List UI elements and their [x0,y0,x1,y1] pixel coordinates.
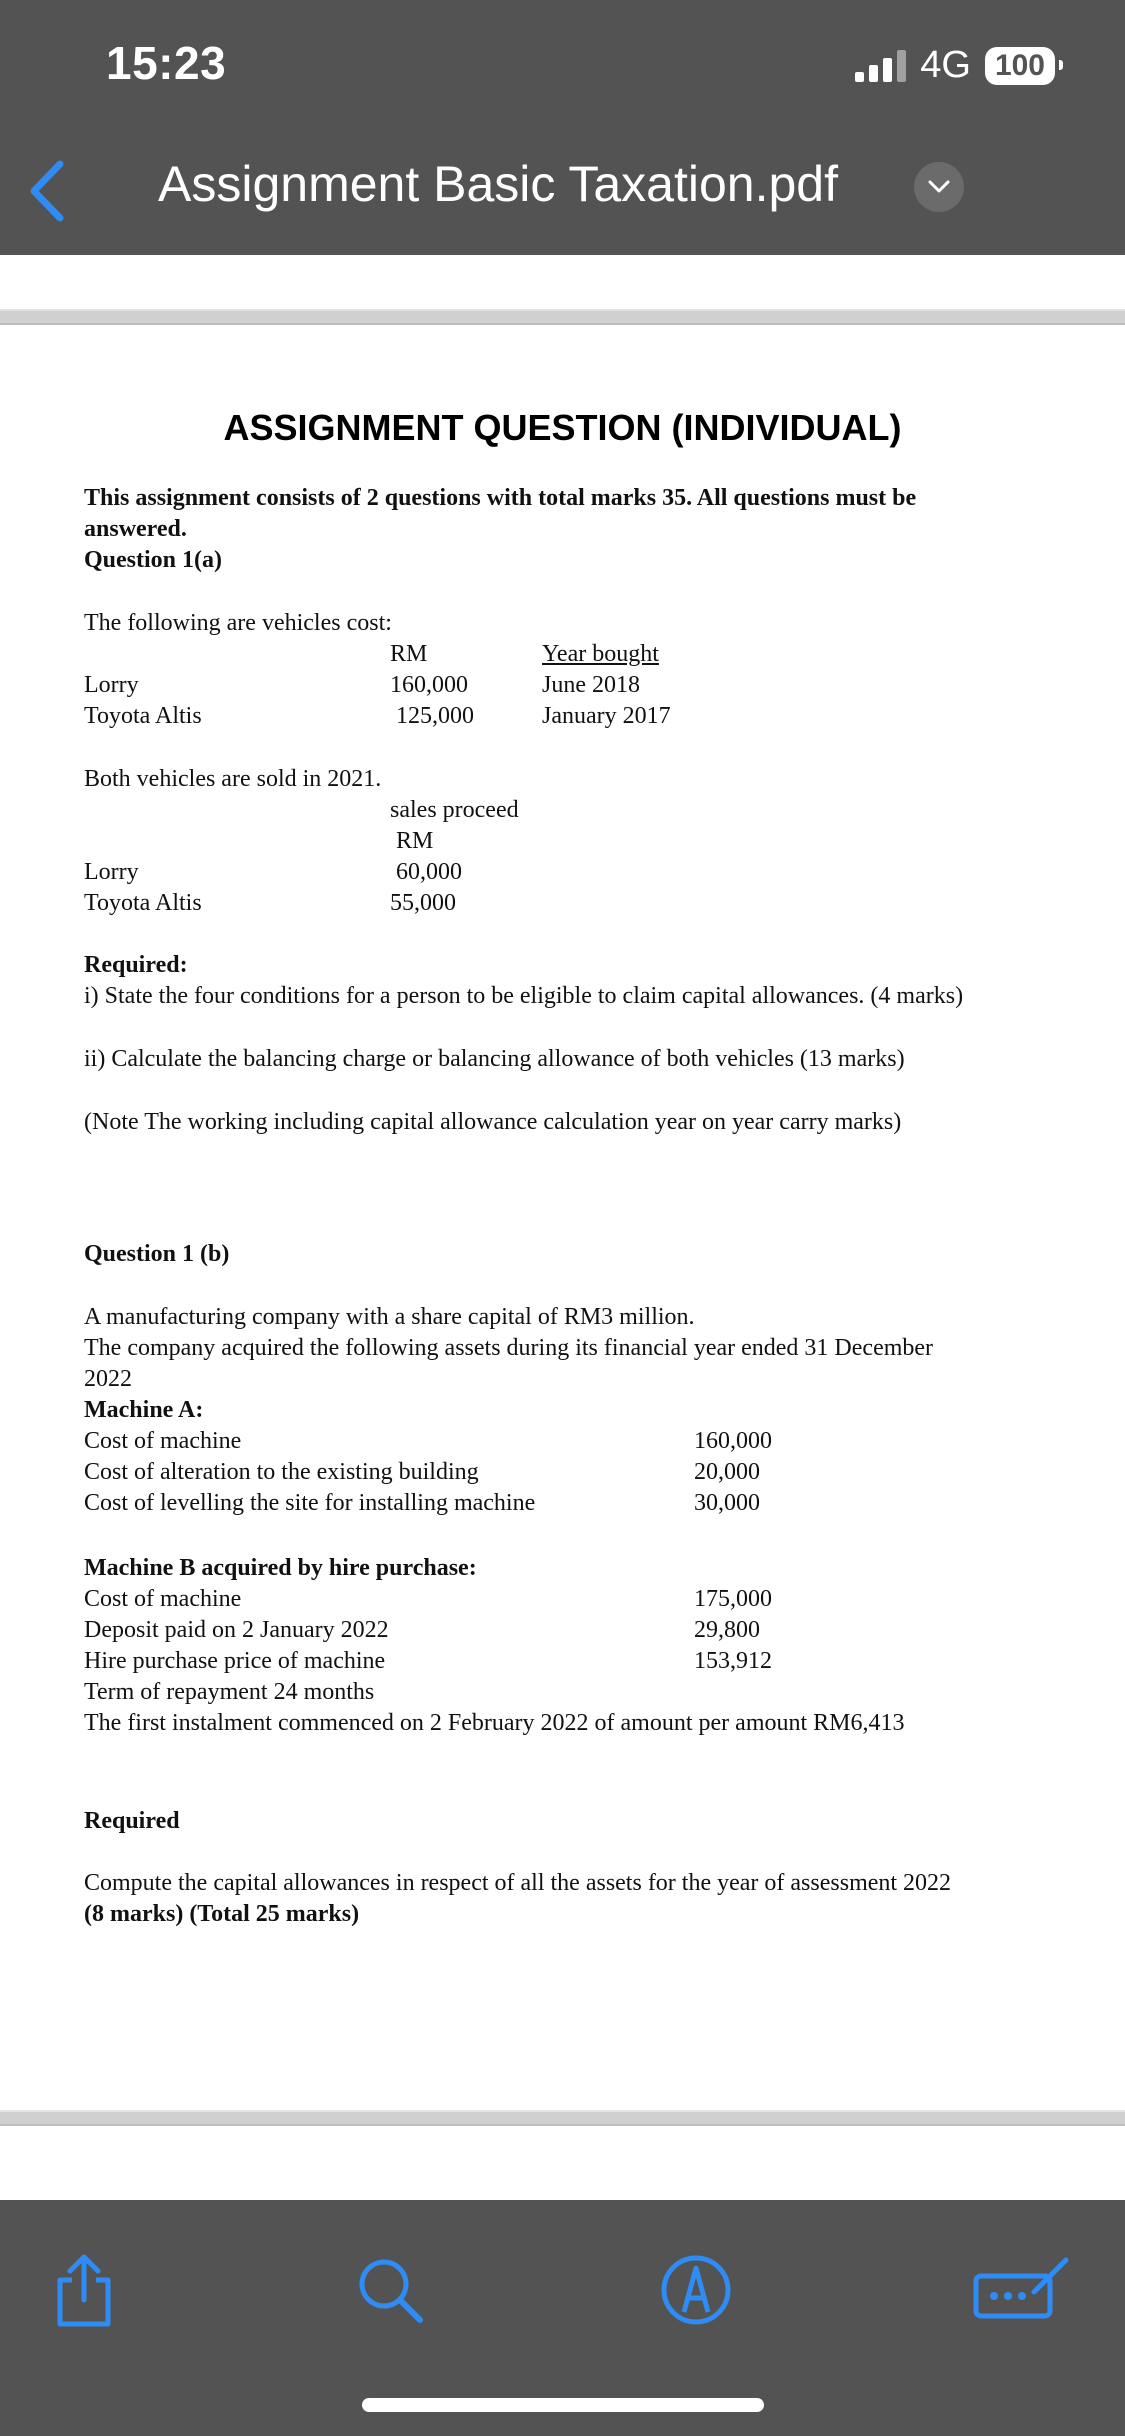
machine-a-value-1: 160,000 [694,1428,772,1454]
required-label-1: Required: [84,952,188,978]
machine-a-item-2: Cost of alteration to the existing building [84,1459,479,1485]
sale-2-value: 55,000 [390,890,456,916]
assignment-heading: ASSIGNMENT QUESTION (INDIVIDUAL) [223,407,902,448]
status-time: 15:23 [106,37,227,89]
sale-2-name: Toyota Altis [84,890,202,916]
chevron-down-icon [926,178,952,196]
vehicle-1-name: Lorry [84,672,139,698]
required-ii: ii) Calculate the balancing charge or balancing allowance of both vehicles (13 marks) [84,1046,905,1072]
sale-1-value: 60,000 [396,859,462,885]
vehicle-1-year: June 2018 [542,672,640,698]
machine-b-instalment: The first instalment commenced on 2 February 2022 of amount per amount RM6,413 [84,1710,905,1736]
required-label-2: Required [84,1808,180,1834]
machine-a-value-3: 30,000 [694,1490,760,1516]
question-1a-label: Question 1(a) [84,547,222,573]
machine-b-label: Machine B acquired by hire purchase: [84,1555,477,1581]
document-title[interactable]: Assignment Basic Taxation.pdf [158,156,839,212]
working-note: (Note The working including capital allowance calculation year on year carry marks) [84,1109,902,1135]
machine-b-value-2: 29,800 [694,1617,760,1643]
machine-a-label: Machine A: [84,1397,204,1423]
machine-b-term: Term of repayment 24 months [84,1679,375,1705]
machine-b-value-1: 175,000 [694,1586,772,1612]
top-bar [0,0,1125,255]
title-menu-button[interactable] [914,162,964,212]
vehicle-1-cost: 160,000 [390,672,468,698]
machine-b-item-1: Cost of machine [84,1586,242,1612]
home-indicator[interactable] [362,2398,764,2412]
q1b-para-3: 2022 [84,1366,132,1392]
question-1b-label: Question 1 (b) [84,1241,230,1267]
page-separator-top [0,309,1125,325]
q1b-para-2: The company acquired the following assets during its financial year ended 31 December [84,1335,934,1361]
col-rm-2: RM [396,828,434,854]
total-marks: (8 marks) (Total 25 marks) [84,1901,360,1927]
machine-b-item-3: Hire purchase price of machine [84,1648,386,1674]
intro-line-1: This assignment consists of 2 questions with total marks 35. All questions must be [84,485,917,511]
machine-b-value-3: 153,912 [694,1648,772,1674]
battery-icon: 100 [985,47,1055,85]
machine-a-value-2: 20,000 [694,1459,760,1485]
intro-line-2: answered. [84,516,187,542]
vehicles-intro: The following are vehicles cost: [84,610,392,636]
bottom-toolbar [0,2200,1125,2436]
compute-instruction: Compute the capital allowances in respect of all the assets for the year of assessment 2022 [84,1870,952,1896]
page-gap [0,255,1125,311]
share-icon[interactable] [44,2250,124,2330]
required-i: i) State the four conditions for a person to be eligible to claim capital allowances. (4 marks) [84,983,964,1009]
vehicle-2-cost: 125,000 [396,703,474,729]
status-indicators [855,44,1055,87]
page-separator-bottom [0,2110,1125,2126]
machine-b-item-2: Deposit paid on 2 January 2022 [84,1617,389,1643]
vehicle-2-name: Toyota Altis [84,703,202,729]
col-rm: RM [390,641,428,667]
col-sales-proceed: sales proceed [390,797,519,823]
network-type: 4G [920,44,971,86]
vehicle-2-year: January 2017 [542,703,671,729]
sale-1-name: Lorry [84,859,139,885]
signal-icon [855,50,906,82]
signature-icon[interactable] [972,2250,1072,2330]
machine-a-item-3: Cost of levelling the site for installing machine [84,1490,536,1516]
sold-note: Both vehicles are sold in 2021. [84,766,382,792]
q1b-para-1: A manufacturing company with a share capital of RM3 million. [84,1304,695,1330]
markup-icon[interactable] [656,2250,736,2330]
back-chevron-icon[interactable] [22,156,72,226]
pdf-page[interactable] [0,327,1125,2110]
search-icon[interactable] [350,2250,430,2330]
machine-a-item-1: Cost of machine [84,1428,242,1454]
col-year-bought: Year bought [542,641,659,667]
